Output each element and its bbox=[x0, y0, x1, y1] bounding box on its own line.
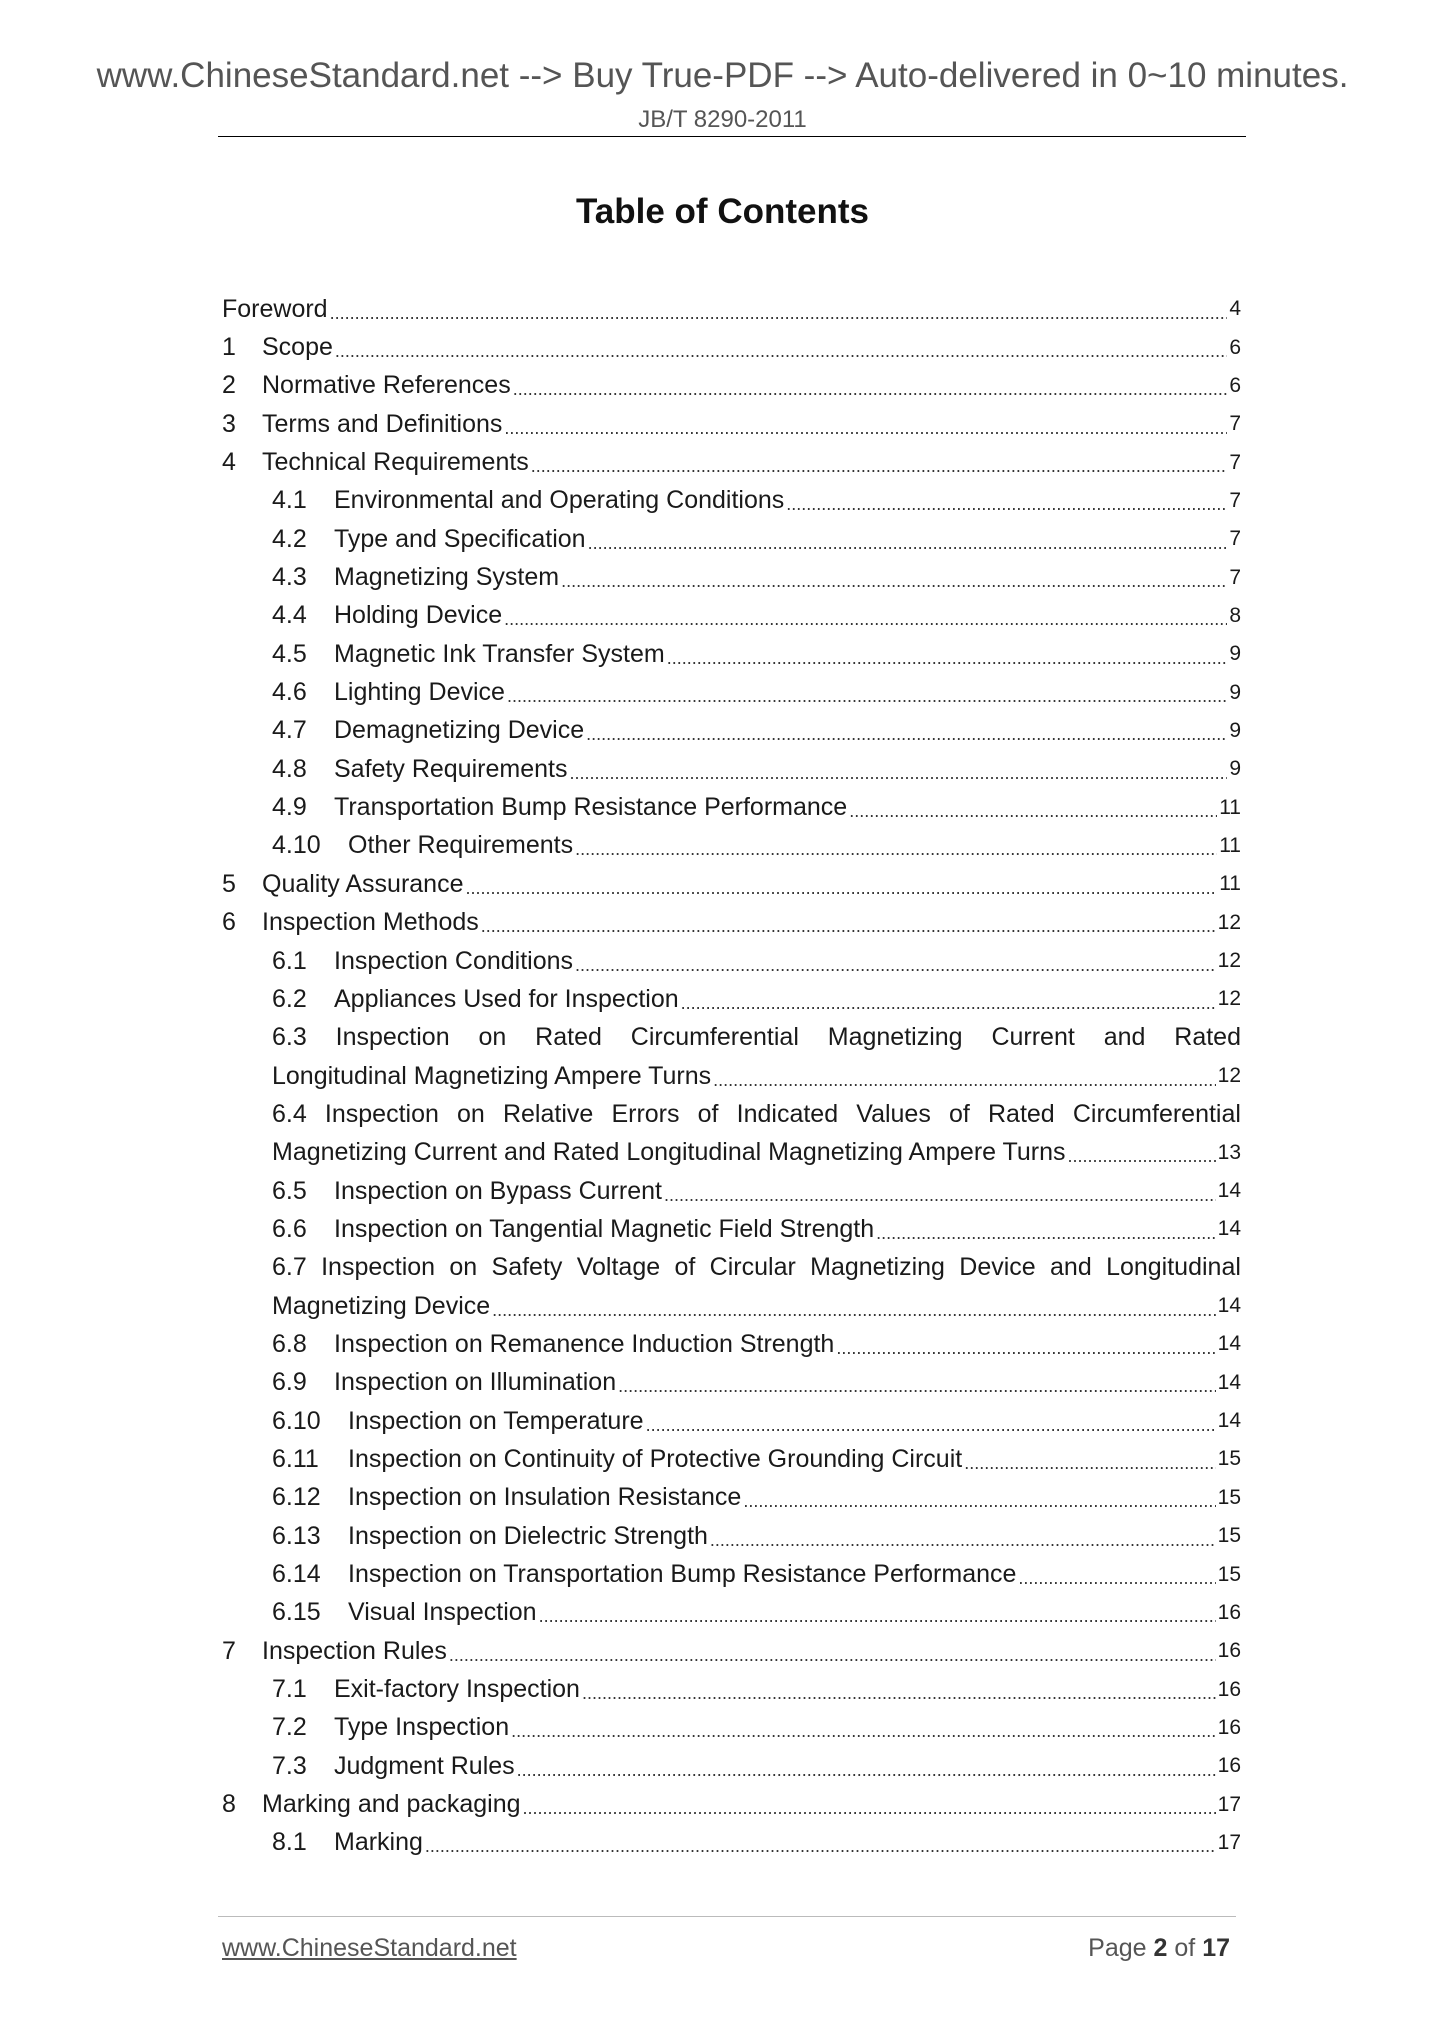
toc-entry-page: 14 bbox=[1217, 1217, 1241, 1241]
toc-entry-label: Magnetic Ink Transfer System bbox=[334, 639, 665, 668]
toc-entry-number: 5 bbox=[222, 869, 236, 898]
toc-entry-number: 6.4 bbox=[272, 1099, 307, 1128]
toc-entry-page: 15 bbox=[1217, 1562, 1241, 1586]
toc-entry[interactable] bbox=[222, 290, 1241, 328]
toc-entry-label: Inspection on Bypass Current bbox=[334, 1176, 662, 1205]
toc-entry-label: Lighting Device bbox=[334, 678, 505, 707]
toc-entry-word: Circular bbox=[709, 1253, 796, 1282]
toc-leader-dots bbox=[531, 456, 1228, 477]
toc-entry-label: Type and Specification bbox=[334, 524, 586, 553]
toc-entry-label: Magnetizing Device bbox=[272, 1291, 491, 1320]
toc-leader-dots bbox=[466, 878, 1218, 899]
toc-entry-line[interactable] bbox=[222, 1019, 1241, 1057]
toc-leader-dots bbox=[849, 801, 1217, 822]
toc-entry-word: of bbox=[674, 1253, 696, 1282]
toc-entry[interactable] bbox=[222, 328, 1241, 366]
toc-entry-number: 6.11 bbox=[272, 1444, 319, 1473]
toc-entry-number: 1 bbox=[222, 333, 236, 362]
toc-leader-dots bbox=[964, 1453, 1215, 1474]
toc-entry-number: 6.9 bbox=[272, 1368, 307, 1397]
toc-entry-page: 14 bbox=[1217, 1409, 1241, 1433]
toc-entry-word: Rated bbox=[535, 1023, 602, 1052]
toc-entry-word: Voltage bbox=[576, 1253, 661, 1282]
toc-leader-dots bbox=[523, 1798, 1216, 1819]
toc-entry-word: Current bbox=[991, 1023, 1075, 1052]
toc-entry-word: Safety bbox=[491, 1253, 563, 1282]
toc-entry-word: and bbox=[1103, 1023, 1146, 1052]
toc-entry-word: Indicated bbox=[736, 1099, 839, 1128]
toc-leader-dots bbox=[507, 686, 1227, 707]
toc-leader-dots bbox=[569, 763, 1227, 784]
toc-entry-label: Environmental and Operating Conditions bbox=[334, 486, 785, 515]
document-code: JB/T 8290-2011 bbox=[638, 106, 807, 133]
toc-entry-page: 17 bbox=[1217, 1830, 1241, 1854]
toc-leader-dots bbox=[561, 571, 1227, 592]
toc-entry[interactable] bbox=[222, 1555, 1241, 1593]
toc-entry-number: 7.3 bbox=[272, 1751, 307, 1780]
toc-leader-dots bbox=[513, 379, 1228, 400]
toc-leader-dots bbox=[1068, 1146, 1216, 1167]
toc-entry[interactable] bbox=[222, 1479, 1241, 1517]
toc-entry-line[interactable] bbox=[222, 1287, 1241, 1325]
toc-entry-page: 14 bbox=[1217, 1179, 1241, 1203]
toc-leader-dots bbox=[836, 1338, 1215, 1359]
toc-entry-word: Magnetizing bbox=[810, 1253, 945, 1282]
total-pages: 17 bbox=[1202, 1934, 1230, 1962]
toc-entry-word: Rated bbox=[987, 1099, 1055, 1128]
toc-entry-page: 9 bbox=[1229, 718, 1241, 742]
toc-entry-page: 7 bbox=[1229, 527, 1241, 551]
toc-entry-number: 4.6 bbox=[272, 678, 307, 707]
toc-entry-label: Terms and Definitions bbox=[262, 409, 503, 438]
toc-entry-label: Safety Requirements bbox=[334, 754, 568, 783]
toc-entry-page: 7 bbox=[1229, 450, 1241, 474]
toc-entry[interactable] bbox=[222, 865, 1241, 903]
toc-entry-word: Longitudinal bbox=[1106, 1253, 1241, 1282]
toc-leader-dots bbox=[330, 303, 1228, 324]
toc-entry-label: Inspection on Temperature bbox=[348, 1406, 644, 1435]
toc-leader-dots bbox=[335, 341, 1227, 362]
toc-entry-number: 6.3 bbox=[272, 1023, 307, 1052]
toc-entry-label: Inspection Methods bbox=[262, 908, 479, 937]
toc-entry-number: 6.12 bbox=[272, 1483, 321, 1512]
toc-entry-label: Inspection on Dielectric Strength bbox=[348, 1521, 708, 1550]
toc-entry-label: Inspection on Continuity of Protective Grounding Circuit bbox=[348, 1444, 963, 1473]
toc-entry-page: 16 bbox=[1217, 1600, 1241, 1624]
toc-leader-dots bbox=[481, 916, 1216, 937]
toc-entry-label: Longitudinal Magnetizing Ampere Turns bbox=[272, 1061, 712, 1090]
toc-entry-label: Magnetizing System bbox=[334, 563, 560, 592]
toc-entry-line[interactable] bbox=[222, 1249, 1241, 1287]
toc-entry-page: 12 bbox=[1217, 1064, 1241, 1088]
page-prefix: Page bbox=[1088, 1934, 1147, 1962]
table-of-contents bbox=[222, 290, 1241, 1862]
toc-entry-number: 7 bbox=[222, 1636, 236, 1665]
toc-entry-number: 8.1 bbox=[272, 1828, 307, 1857]
toc-entry-page: 16 bbox=[1217, 1639, 1241, 1663]
toc-entry-page: 12 bbox=[1217, 987, 1241, 1011]
toc-entry-page: 7 bbox=[1229, 565, 1241, 589]
toc-entry-word: Inspection bbox=[335, 1023, 450, 1052]
toc-entry-number: 6.2 bbox=[272, 984, 307, 1013]
toc-entry[interactable] bbox=[222, 1594, 1241, 1632]
toc-entry-word: of bbox=[948, 1099, 970, 1128]
toc-entry-word: Inspection bbox=[324, 1099, 439, 1128]
toc-entry[interactable] bbox=[222, 1670, 1241, 1708]
toc-entry-word: Circumferential bbox=[1072, 1099, 1241, 1128]
toc-entry[interactable] bbox=[222, 712, 1241, 750]
toc-entry-label: Holding Device bbox=[334, 601, 503, 630]
toc-entry-number: 4.9 bbox=[272, 793, 307, 822]
toc-entry-page: 16 bbox=[1217, 1715, 1241, 1739]
toc-entry-number: 6.14 bbox=[272, 1560, 321, 1589]
toc-entry[interactable] bbox=[222, 1364, 1241, 1402]
toc-leader-dots bbox=[504, 609, 1227, 630]
toc-entry-page: 4 bbox=[1229, 297, 1241, 321]
toc-entry-label: Demagnetizing Device bbox=[334, 716, 585, 745]
toc-entry-page: 14 bbox=[1217, 1332, 1241, 1356]
toc-entry[interactable] bbox=[222, 1747, 1241, 1785]
toc-leader-dots bbox=[588, 533, 1228, 554]
toc-entry-page: 13 bbox=[1217, 1140, 1241, 1164]
toc-entry[interactable] bbox=[222, 635, 1241, 673]
page-title: Table of Contents bbox=[576, 192, 869, 231]
toc-leader-dots bbox=[667, 648, 1228, 669]
toc-entry-page: 14 bbox=[1217, 1370, 1241, 1394]
toc-entry-word: Inspection bbox=[321, 1253, 436, 1282]
toc-leader-dots bbox=[681, 993, 1216, 1014]
toc-entry-number: 3 bbox=[222, 409, 236, 438]
toc-entry-label: Marking bbox=[334, 1828, 423, 1857]
toc-entry-page: 11 bbox=[1219, 872, 1241, 896]
toc-entry-page: 12 bbox=[1217, 910, 1241, 934]
toc-entry[interactable] bbox=[222, 904, 1241, 942]
toc-entry[interactable] bbox=[222, 673, 1241, 711]
toc-entry-label: Inspection on Insulation Resistance bbox=[348, 1483, 742, 1512]
toc-entry-word: Relative bbox=[502, 1099, 594, 1128]
toc-entry-word: on bbox=[449, 1253, 478, 1282]
toc-leader-dots bbox=[575, 955, 1216, 976]
toc-entry-page: 14 bbox=[1217, 1294, 1241, 1318]
toc-entry-number: 6 bbox=[222, 908, 236, 937]
toc-leader-dots bbox=[664, 1185, 1216, 1206]
toc-entry-number: 6.10 bbox=[272, 1406, 321, 1435]
toc-entry-page: 15 bbox=[1217, 1524, 1241, 1548]
toc-leader-dots bbox=[582, 1683, 1216, 1704]
toc-entry[interactable] bbox=[222, 520, 1241, 558]
toc-entry-label: Inspection Rules bbox=[262, 1636, 447, 1665]
toc-leader-dots bbox=[646, 1415, 1216, 1436]
toc-entry-page: 11 bbox=[1219, 795, 1241, 819]
toc-entry[interactable] bbox=[222, 1402, 1241, 1440]
toc-entry[interactable] bbox=[222, 443, 1241, 481]
toc-entry-page: 16 bbox=[1217, 1754, 1241, 1778]
toc-entry-line[interactable] bbox=[222, 1134, 1241, 1172]
toc-entry-number: 2 bbox=[222, 371, 236, 400]
toc-entry-word: on bbox=[478, 1023, 507, 1052]
top-banner[interactable]: www.ChineseStandard.net --> Buy True-PDF --> Auto-delivered in 0~10 minutes. bbox=[96, 56, 1349, 95]
toc-entry-number: 6.1 bbox=[272, 946, 307, 975]
toc-entry-label: Quality Assurance bbox=[262, 869, 464, 898]
toc-entry-label: Marking and packaging bbox=[262, 1790, 521, 1819]
toc-entry-page: 17 bbox=[1217, 1792, 1241, 1816]
toc-entry[interactable] bbox=[222, 1785, 1241, 1823]
toc-entry-number: 4.1 bbox=[272, 486, 307, 515]
toc-entry-number: 7.1 bbox=[272, 1675, 307, 1704]
header-divider bbox=[218, 136, 1246, 137]
toc-leader-dots bbox=[517, 1760, 1216, 1781]
toc-entry[interactable] bbox=[222, 980, 1241, 1018]
toc-entry-word: on bbox=[457, 1099, 485, 1128]
toc-entry-word: Magnetizing bbox=[827, 1023, 963, 1052]
toc-entry-number: 6.6 bbox=[272, 1214, 307, 1243]
toc-leader-dots bbox=[575, 839, 1217, 860]
toc-entry-label: Type Inspection bbox=[334, 1713, 510, 1742]
toc-entry-number: 6.15 bbox=[272, 1598, 321, 1627]
toc-entry-label: Exit-factory Inspection bbox=[334, 1675, 580, 1704]
toc-leader-dots bbox=[504, 418, 1227, 439]
toc-leader-dots bbox=[492, 1300, 1215, 1321]
toc-entry-line[interactable] bbox=[222, 1057, 1241, 1095]
toc-entry[interactable] bbox=[222, 1440, 1241, 1478]
toc-leader-dots bbox=[618, 1376, 1216, 1397]
toc-entry-number: 8 bbox=[222, 1790, 236, 1819]
toc-entry[interactable] bbox=[222, 827, 1241, 865]
toc-entry-number: 7.2 bbox=[272, 1713, 307, 1742]
toc-entry-page: 9 bbox=[1229, 642, 1241, 666]
toc-entry-label: Technical Requirements bbox=[262, 448, 529, 477]
footer-page-indicator bbox=[1088, 1934, 1230, 1963]
toc-entry-page: 12 bbox=[1217, 949, 1241, 973]
toc-entry[interactable] bbox=[222, 1824, 1241, 1862]
toc-entry-page: 9 bbox=[1229, 680, 1241, 704]
footer-site-link[interactable]: www.ChineseStandard.net bbox=[222, 1934, 517, 1962]
toc-entry-number: 6.13 bbox=[272, 1521, 321, 1550]
toc-entry[interactable] bbox=[222, 558, 1241, 596]
toc-entry-number: 4.3 bbox=[272, 563, 307, 592]
toc-entry-number: 4 bbox=[222, 448, 236, 477]
toc-entry-page: 15 bbox=[1217, 1447, 1241, 1471]
toc-entry[interactable] bbox=[222, 1517, 1241, 1555]
toc-entry-page: 9 bbox=[1229, 757, 1241, 781]
toc-entry-page: 7 bbox=[1229, 412, 1241, 436]
toc-entry-label: Foreword bbox=[222, 294, 328, 323]
toc-leader-dots bbox=[1018, 1568, 1215, 1589]
toc-entry[interactable] bbox=[222, 1632, 1241, 1670]
toc-entry-label: Inspection on Remanence Induction Strength bbox=[334, 1329, 835, 1358]
toc-entry-number: 4.4 bbox=[272, 601, 307, 630]
toc-entry-number: 6.8 bbox=[272, 1329, 307, 1358]
toc-entry-label: Judgment Rules bbox=[334, 1751, 515, 1780]
toc-entry-page: 7 bbox=[1229, 488, 1241, 512]
toc-entry-word: and bbox=[1050, 1253, 1092, 1282]
toc-entry-label: Other Requirements bbox=[348, 831, 574, 860]
toc-entry-line[interactable] bbox=[222, 1095, 1241, 1133]
toc-entry-page: 15 bbox=[1217, 1485, 1241, 1509]
toc-entry-word: Rated bbox=[1174, 1023, 1241, 1052]
toc-entry-number: 4.5 bbox=[272, 639, 307, 668]
toc-entry[interactable] bbox=[222, 367, 1241, 405]
toc-entry-label: Inspection on Tangential Magnetic Field Strength bbox=[334, 1214, 875, 1243]
toc-entry-page: 6 bbox=[1229, 335, 1241, 359]
toc-entry-word: Errors bbox=[611, 1099, 680, 1128]
toc-entry-label: Normative References bbox=[262, 371, 511, 400]
toc-entry-page: 8 bbox=[1229, 603, 1241, 627]
toc-entry[interactable] bbox=[222, 750, 1241, 788]
toc-entry-label: Appliances Used for Inspection bbox=[334, 984, 679, 1013]
toc-entry-word: of bbox=[697, 1099, 719, 1128]
toc-entry-number: 6.7 bbox=[272, 1253, 307, 1282]
toc-entry[interactable] bbox=[222, 1210, 1241, 1248]
toc-entry[interactable] bbox=[222, 1172, 1241, 1210]
toc-entry-label: Visual Inspection bbox=[348, 1598, 537, 1627]
toc-leader-dots bbox=[743, 1491, 1215, 1512]
toc-leader-dots bbox=[586, 724, 1227, 745]
toc-entry-label: Inspection on Transportation Bump Resistance Performance bbox=[348, 1560, 1017, 1589]
current-page-number: 2 bbox=[1153, 1934, 1168, 1962]
toc-leader-dots bbox=[449, 1645, 1216, 1666]
toc-entry-number: 4.10 bbox=[272, 831, 321, 860]
toc-entry[interactable] bbox=[222, 1709, 1241, 1747]
footer-divider bbox=[218, 1916, 1236, 1917]
toc-entry-word: Values bbox=[856, 1099, 931, 1128]
toc-entry[interactable] bbox=[222, 788, 1241, 826]
toc-entry[interactable] bbox=[222, 405, 1241, 443]
toc-entry[interactable] bbox=[222, 1325, 1241, 1363]
toc-leader-dots bbox=[786, 494, 1227, 515]
toc-entry-number: 4.2 bbox=[272, 524, 307, 553]
toc-leader-dots bbox=[539, 1606, 1216, 1627]
toc-entry-page: 16 bbox=[1217, 1677, 1241, 1701]
toc-leader-dots bbox=[876, 1223, 1215, 1244]
toc-entry-word: Device bbox=[959, 1253, 1036, 1282]
toc-entry[interactable] bbox=[222, 597, 1241, 635]
toc-entry-number: 4.7 bbox=[272, 716, 307, 745]
toc-leader-dots bbox=[710, 1530, 1216, 1551]
toc-entry-label: Scope bbox=[262, 333, 333, 362]
toc-entry-label: Inspection on Illumination bbox=[334, 1368, 617, 1397]
toc-entry-label: Inspection Conditions bbox=[334, 946, 574, 975]
toc-leader-dots bbox=[425, 1836, 1216, 1857]
page-of: of bbox=[1174, 1934, 1196, 1962]
toc-entry[interactable] bbox=[222, 942, 1241, 980]
toc-entry-word: Circumferential bbox=[630, 1023, 799, 1052]
toc-leader-dots bbox=[511, 1721, 1216, 1742]
toc-entry-page: 11 bbox=[1219, 833, 1241, 857]
toc-entry[interactable] bbox=[222, 482, 1241, 520]
toc-entry-label: Magnetizing Current and Rated Longitudinal Magnetizing Ampere Turns bbox=[272, 1138, 1066, 1167]
toc-leader-dots bbox=[713, 1070, 1215, 1091]
toc-entry-number: 6.5 bbox=[272, 1176, 307, 1205]
toc-entry-page: 6 bbox=[1229, 373, 1241, 397]
toc-entry-number: 4.8 bbox=[272, 754, 307, 783]
toc-entry-label: Transportation Bump Resistance Performance bbox=[334, 793, 848, 822]
